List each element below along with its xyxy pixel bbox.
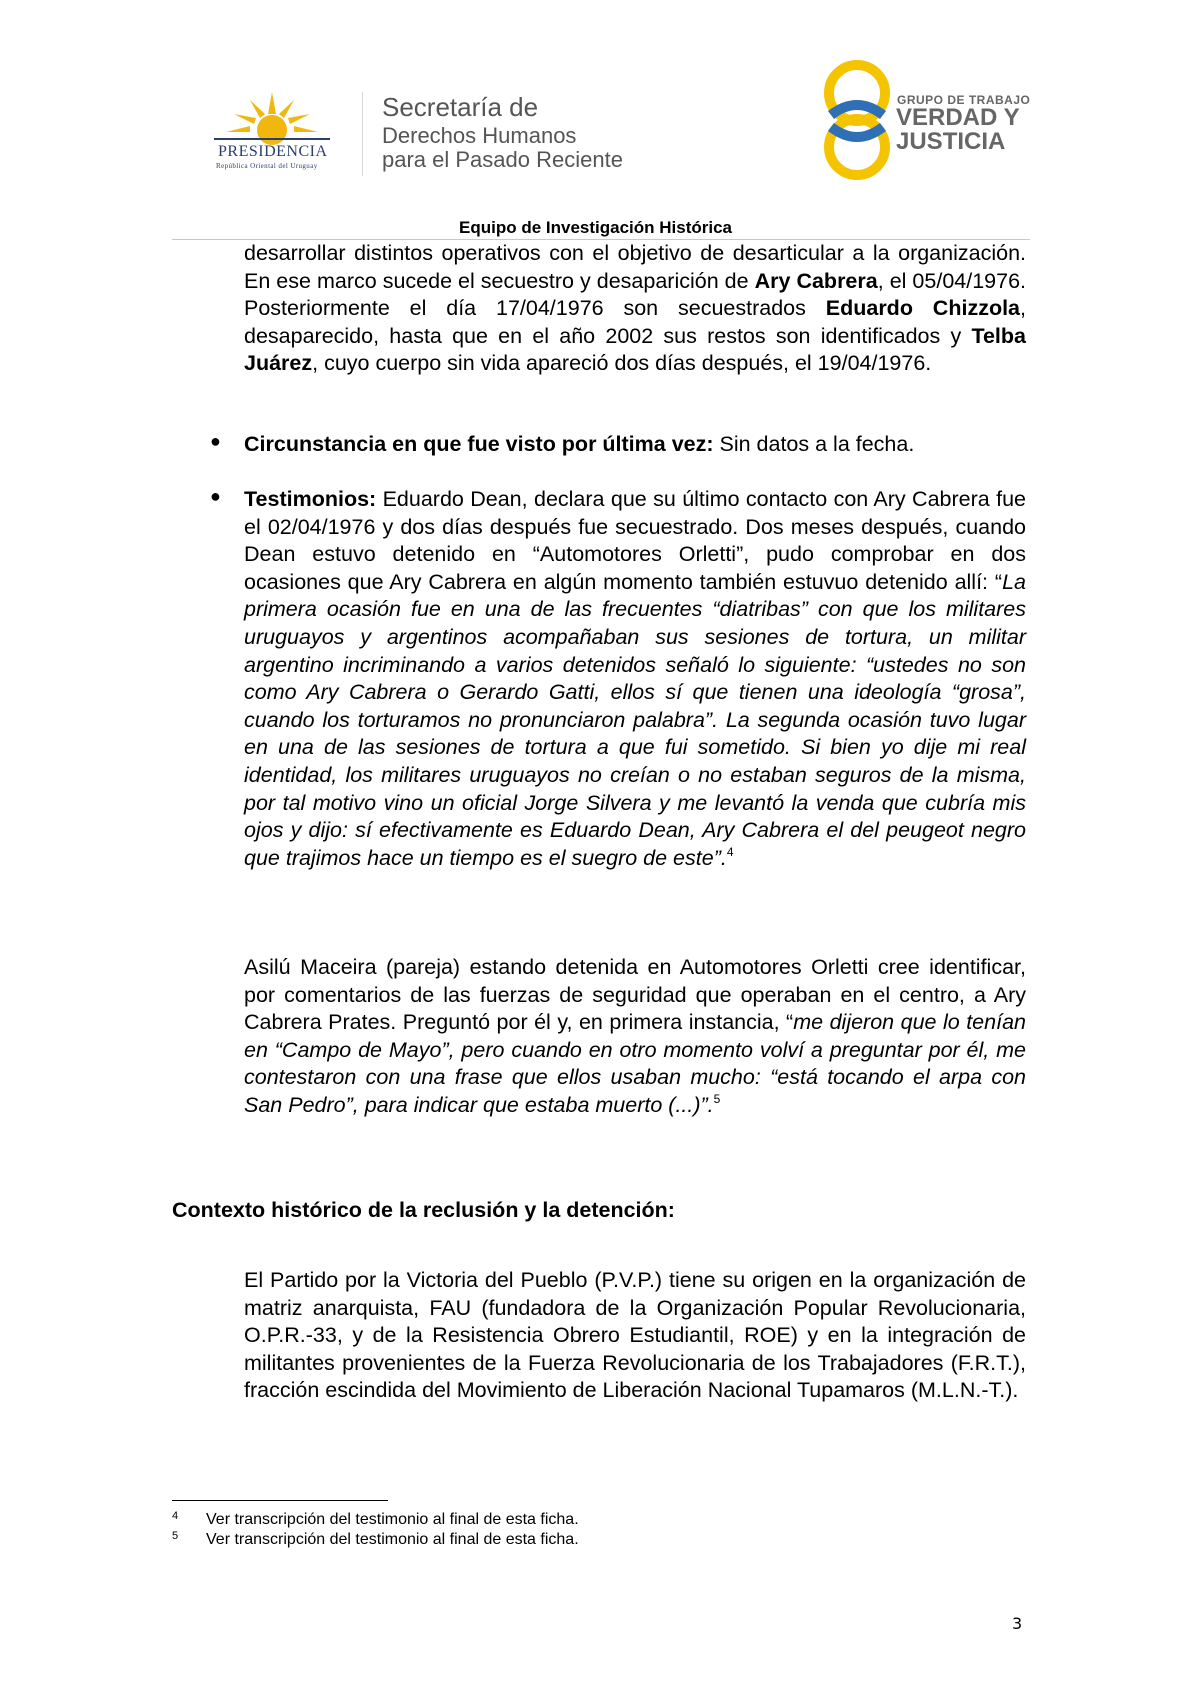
section-title: Contexto histórico de la reclusión y la detención:	[172, 1198, 675, 1222]
name-eduardo-chizzola: Eduardo Chizzola	[825, 296, 1021, 321]
vj-title-line1: VERDAD Y	[896, 104, 1020, 131]
footnote-ref: 5	[713, 1091, 721, 1106]
bullet-last-seen: Circunstancia en que fue visto por última vez: Sin datos a la fecha.	[244, 432, 915, 456]
name-telba-juarez: Telba Juárez	[244, 323, 1026, 376]
footnote: 5 Ver transcripción del testimonio al final de esta ficha.	[172, 1530, 579, 1548]
secretaria-line1: Secretaría de	[382, 92, 539, 122]
team-title: Equipo de Investigación Histórica	[459, 218, 732, 237]
footnote-rule	[172, 1500, 388, 1501]
bullet-icon: ●	[210, 486, 221, 506]
presidencia-label: PRESIDENCIA	[218, 143, 328, 160]
secretaria-line3: para el Pasado Reciente	[382, 147, 623, 172]
secretaria-line2: Derechos Humanos	[382, 123, 577, 148]
verdad-justicia-logo-icon	[815, 55, 905, 185]
vj-subtitle: GRUPO DE TRABAJO	[897, 93, 1031, 107]
footnote-ref: 4	[726, 844, 734, 859]
continued-paragraph: desarrollar distintos operativos con el objetivo de desarticular a la organización. En ese marco sucede el secuestro y desaparición de Ary Cabrera, el 05/04/1976. Posteriormente el día 17/04/1976 son secuestrados Eduardo Chizzola, desaparecido, hasta que en el año 2002 sus restos son identificados y Telba Juárez, cuyo cuerpo sin vida apareció dos días después, el 19/04/1976.	[244, 241, 1027, 376]
name-ary-cabrera: Ary Cabrera	[754, 268, 878, 293]
header-logos	[0, 0, 1191, 215]
bullet-testimonios: Testimonios: Eduardo Dean, declara que su último contacto con Ary Cabrera fue el 02/04/1976 y dos días después fue secuestrado. Dos meses después, cuando Dean estuvo detenido en “Automotores Orletti”, pudo comprobar en dos ocasiones que Ary Cabrera en algún momento también estuvuo detenido allí: “La primera ocasión fue en una de las frecuentes “diatribas” con que los militares uruguayos y argentinos acompañaban sus sesiones de tortura, un militar argentino incriminando a varios detenidos señaló lo siguiente: “ustedes no son como Ary Cabrera o Gerardo Gatti, ellos sí que tienen una ideología “grosa”, cuando los torturamos no pronunciaron palabra”. La segunda ocasión tuvo lugar en una de las sesiones de tortura a que fui sometido. Si bien yo dije mi real identidad, los militares uruguayos no creían o no estaban seguros de la misma, por tal motivo vino un oficial Jorge Silvera y me levantó la venda que cubría mis ojos y dijo: sí efectivamente es Eduardo Dean, Ary Cabrera el del peugeot negro que trajimos hace un tiempo es el suegro de este”.$^4$	[244, 487, 1026, 870]
bullet-icon: ●	[210, 431, 221, 451]
testimony-maceira: Asilú Maceira (pareja) estando detenida en Automotores Orletti cree identificar, por comentarios de las fuerzas de seguridad que operaban en el centro, a Ary Cabrera Prates. Preguntó por él y, en primera instancia, “me dijeron que lo tenían en “Campo de Mayo”, pero cuando en otro momento volví a preguntar por él, me contestaron con una frase que ellos usaban mucho: “está tocando el arpa con San Pedro”, para indicar que estaba muerto (...)”.$^5$	[244, 955, 1026, 1117]
page-number: 3	[1012, 1614, 1023, 1633]
context-paragraph: El Partido por la Victoria del Pueblo (P.V.P.) tiene su origen en la organización de matriz anarquista, FAU (fundadora de la Organización Popular Revolucionaria, O.P.R.-33, y de la Resistencia Obrero Estudiantil, ROE) y en la integración de militantes provenientes de la Fuerza Revolucionaria de los Trabajadores (F.R.T.), fracción escindida del Movimiento de Liberación Nacional Tupamaros (M.L.N.-T.).	[244, 1268, 1026, 1403]
vj-title-line2: JUSTICIA	[896, 128, 1006, 155]
footnote: 4 Ver transcripción del testimonio al final de esta ficha.	[172, 1510, 579, 1528]
logo-divider	[362, 92, 363, 176]
presidencia-sublabel: República Oriental del Uruguay	[216, 162, 318, 170]
